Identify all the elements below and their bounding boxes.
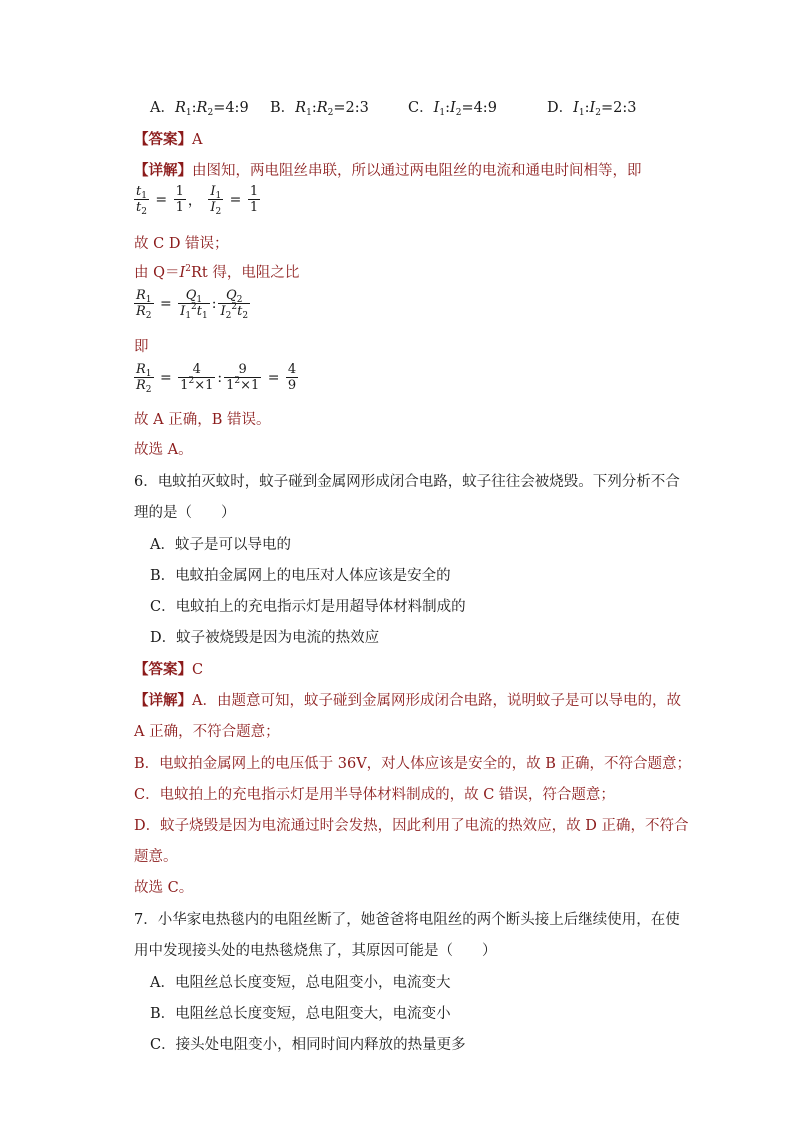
detail-label: 【详解】 [134,692,192,709]
q6-option-c: C．电蚊拍上的充电指示灯是用超导体材料制成的 [150,599,466,615]
q6-detail-line-4: C．电蚊拍上的充电指示灯是用半导体材料制成的，故 C 错误，符合题意； [134,787,615,803]
q5-option-b: B．$R_1:R_2=2:3$ [270,100,369,118]
q5-detail-line-4: 即 [134,339,149,355]
answer-value: A [192,132,203,148]
q5-detail-line-2: 故 C D 错误； [134,236,229,252]
q7-stem-line-1: 7．小华家电热毯内的电阻丝断了，她爸爸将电阻丝的两个断头接上后继续使用，在使 [134,912,680,928]
q5-option-c: C．$I_1:I_2=4:9$ [408,100,497,118]
q5-equation-2: $\frac{R_1}{R_2}$ = $\frac{Q_1}{I_1^2t_1}$ : $\frac{Q_2}{I_2^2t_2}$ [136,288,249,321]
q6-conclusion: 故选 C。 [134,880,194,896]
answer-label: 【答案】 [134,661,192,678]
detail-label: 【详解】 [134,162,192,179]
q5-option-d: D．$I_1:I_2=2:3$ [547,100,637,118]
q5-conclusion: 故选 A。 [134,442,193,458]
q5-answer [134,130,202,150]
q6-option-b: B．电蚊拍金属网上的电压对人体应该是安全的 [150,568,451,584]
q5-detail-line-5: 故 A 正确，B 错误。 [134,412,271,428]
q6-detail-line-5: D．蚊子烧毁是因为电流通过时会发热，因此利用了电流的热效应，故 D 正确，不符合 [134,818,689,834]
q7-option-a: A．电阻丝总长度变短，总电阻变小，电流变大 [150,975,451,991]
q6-detail-line-6: 题意。 [134,849,178,865]
answer-label: 【答案】 [134,131,192,148]
q7-option-c: C．接头处电阻变小，相同时间内释放的热量更多 [150,1037,466,1053]
q6-stem-line-1: 6．电蚊拍灭蚊时，蚊子碰到金属网形成闭合电路，蚊子往往会被烧毁。下列分析不合 [134,474,680,490]
answer-value: C [192,662,204,678]
q5-equation-3: $\frac{R_1}{R_2}$ = $\frac{4}{1^2\times 1}$ : $\frac{9}{1^2\times 1}$ = $\frac{4}{9}$ [136,362,297,395]
q7-stem-line-2: 用中发现接头处的电热毯烧焦了，其原因可能是（ ） [134,943,497,959]
q6-detail-line-2: A 正确，不符合题意； [134,724,280,740]
q5-detail-line-1: 【详解】由图知，两电阻丝串联，所以通过两电阻丝的电流和通电时间相等，即 [134,162,642,179]
q5-detail-line-3: 由 $Q=I^2Rt$ 得，电阻之比 [134,264,300,281]
q6-detail-line-3: B．电蚊拍金属网上的电压低于 36V，对人体应该是安全的，故 B 正确，不符合题意； [134,756,692,772]
q6-option-d: D．蚊子被烧毁是因为电流的热效应 [150,630,380,646]
q6-stem-line-2: 理的是（ ） [134,505,236,521]
q6-answer [134,660,203,680]
q5-options-row [0,98,794,118]
q6-detail-line-1: 【详解】A．由题意可知，蚊子碰到金属网形成闭合电路，说明蚊子是可以导电的，故 [134,692,681,709]
q5-equation-1: $\frac{t_1}{t_2}$ = $\frac{1}{1}$ ， $\frac{I_1}{I_2}$ = $\frac{1}{1}$ [136,184,259,217]
q7-option-b: B．电阻丝总长度变短，总电阻变大，电流变小 [150,1006,451,1022]
q5-option-a: A．$R_1:R_2=4:9$ [150,100,249,118]
q6-option-a: A．蚊子是可以导电的 [150,537,291,553]
